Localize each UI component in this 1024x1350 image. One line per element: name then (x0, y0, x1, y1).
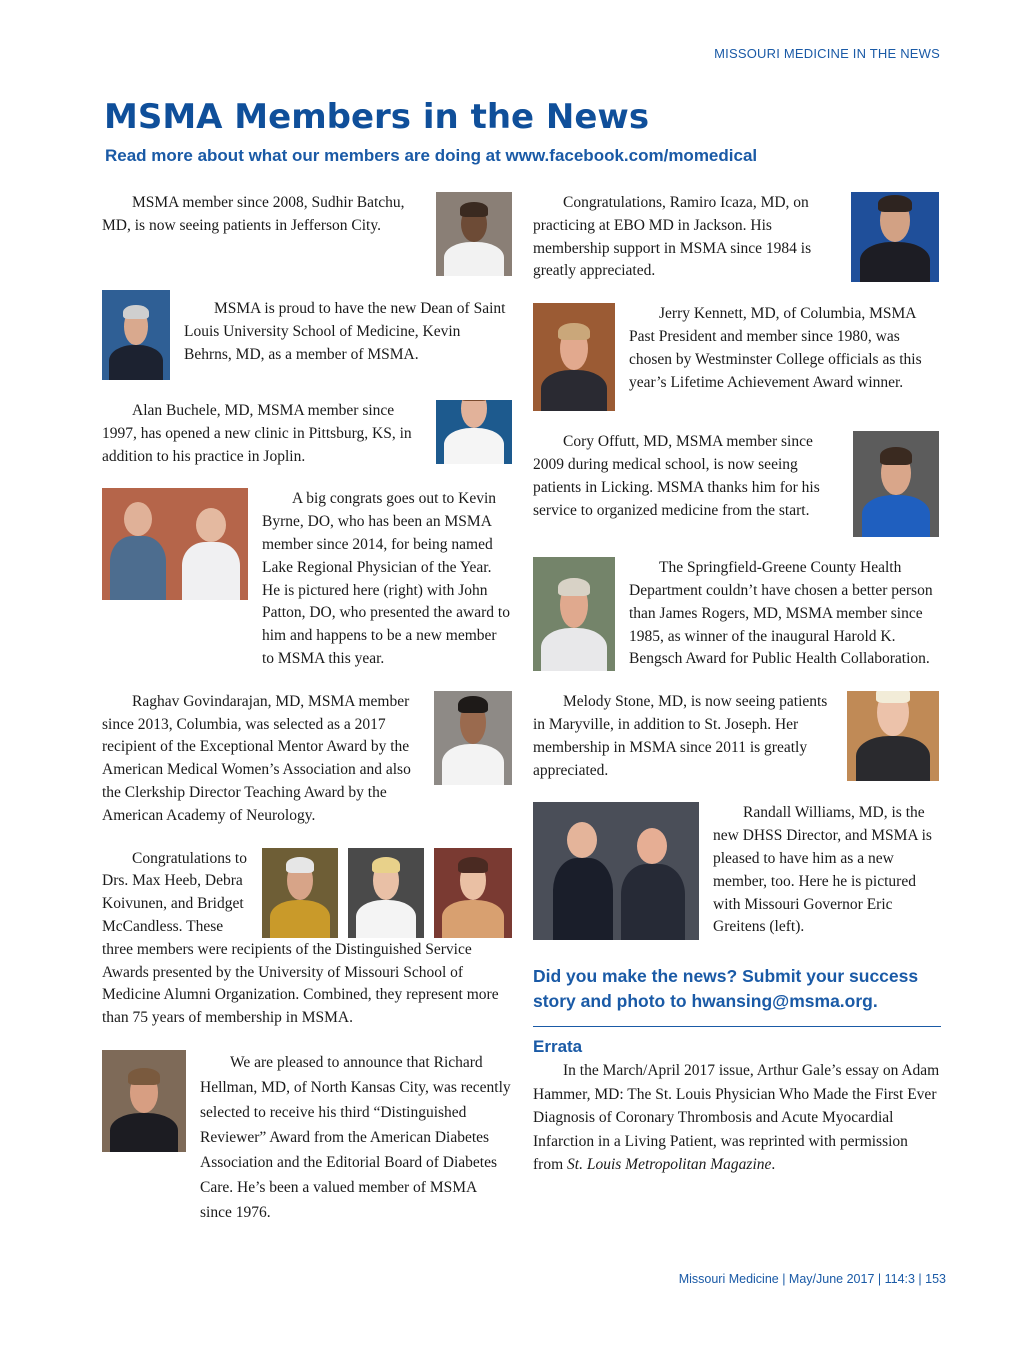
section-label: MISSOURI MEDICINE IN THE NEWS (714, 46, 940, 61)
group-photo-greitens-williams (533, 802, 699, 940)
news-item-batchu (102, 192, 512, 276)
section-divider (533, 1026, 941, 1027)
portrait-photo-offutt (853, 431, 939, 537)
news-text: MSMA is proud to have the new Dean of Saint Louis University School of Medicine, Kevin Behrns, MD, as a member of MSMA. (184, 300, 506, 363)
news-item-behrns (102, 290, 512, 380)
publication-name: St. Louis Metropolitan Magazine (567, 1156, 772, 1174)
news-text: MSMA member since 2008, Sudhir Batchu, MD, is now seeing patients in Jefferson City. (102, 194, 405, 234)
news-item-kennett (533, 303, 941, 411)
portrait-photo-hellman (102, 1050, 186, 1152)
news-text: A big congrats goes out to Kevin Byrne, DO, who has been an MSMA member since 2014, for being named Lake Regional Physician of the Year. He is pictured here (right) with John Patton, DO, who presented the award to him and happens to be a new member to MSMA this year. (262, 490, 510, 667)
news-item-icaza (533, 192, 941, 283)
portrait-photo-batchu (436, 192, 512, 276)
portrait-photo-stone (847, 691, 939, 781)
errata-title: Errata (533, 1037, 583, 1057)
group-photo-byrne-patton (102, 488, 248, 600)
errata-section (533, 1037, 941, 1177)
page-subtitle[interactable]: Read more about what our members are doing at www.facebook.com/momedical (105, 146, 758, 165)
news-text: Cory Offutt, MD, MSMA member since 2009 during medical school, is now seeing patients in Licking. MSMA thanks him for his service to organized medicine from the start. (533, 433, 820, 519)
portrait-photo-behrns (102, 290, 170, 380)
news-text: The Springfield-Greene County Health Department couldn’t have chosen a better person than James Rogers, MD, MSMA member since 1985, as winner of the inaugural Harold K. Bengsch Award for Public Health Collaboration. (629, 559, 933, 668)
right-column (533, 192, 941, 1177)
news-text: Congratulations to Drs. Max Heeb, Debra Koivunen, and Bridget McCandless. These three members were recipients of the Distinguished Service Awards presented by the University of Missouri School of Medicine Alumni Organization. Combined, they represent more than 75 years of membership in MSMA. (102, 849, 499, 1027)
news-item-offutt (533, 431, 941, 537)
portrait-photo-kennett (533, 303, 615, 411)
news-item-govindarajan (102, 691, 512, 828)
news-text: Raghav Govindarajan, MD, MSMA member since 2013, Columbia, was selected as a 2017 recipient of the Exceptional Mentor Award by the American Medical Women’s Association and also the Clerkship Director Teaching Award by the American Academy of Neurology. (102, 692, 411, 824)
portrait-photo-mccandless (434, 848, 512, 938)
portrait-photo-rogers (533, 557, 615, 671)
news-text: We are pleased to announce that Richard Hellman, MD, of North Kansas City, was recently selected to receive his third “Distinguished Reviewer” Award from the American Diabetes Association and the Editorial Board of Diabetes Care. He’s been a valued member of MSMA since 1976. (200, 1053, 511, 1221)
news-text: Congratulations, Ramiro Icaza, MD, on practicing at EBO MD in Jackson. His membership support in MSMA since 1984 is greatly appreciated. (533, 194, 812, 280)
page-title: MSMA Members in the News (104, 97, 650, 137)
errata-text: In the March/April 2017 issue, Arthur Gale’s essay on Adam Hammer, MD: The St. Louis Physician Who Made the First Ever Diagnosis of Coronary Thrombosis and Acute Myocardial Infarction in a Living Patient, was reprinted with permission from St. Louis Metropolitan Magazine. (533, 1062, 940, 1174)
portrait-photo-koivunen (348, 848, 424, 938)
page-footer: Missouri Medicine | May/June 2017 | 114:3 | 153 (678, 1272, 946, 1286)
portrait-photo-buchele (436, 400, 512, 464)
news-text: Alan Buchele, MD, MSMA member since 1997, has opened a new clinic in Pittsburg, KS, in addition to his practice in Joplin. (102, 402, 412, 465)
left-column (102, 192, 512, 1225)
submit-news-callout[interactable]: Did you make the news? Submit your success story and photo to hwansing@msma.org. (533, 966, 919, 1012)
portrait-photo-icaza (851, 192, 939, 282)
news-text: Melody Stone, MD, is now seeing patients in Maryville, in addition to St. Joseph. Her membership in MSMA since 2011 is greatly appreciated. (533, 693, 828, 779)
news-item-buchele (102, 400, 512, 468)
news-item-hellman (102, 1050, 512, 1225)
news-text: Jerry Kennett, MD, of Columbia, MSMA Past President and member since 1980, was chosen by Westminster College officials as this year’s Lifetime Achievement Award winner. (629, 305, 922, 391)
news-item-rogers (533, 557, 941, 671)
news-item-byrne (102, 488, 512, 670)
news-item-stone (533, 691, 941, 782)
news-item-distinguished-service (102, 848, 512, 1030)
news-item-williams (533, 802, 941, 940)
portrait-photo-govindarajan (434, 691, 512, 785)
portrait-photo-heeb (262, 848, 338, 938)
photo-group-three (262, 848, 512, 938)
news-text: Randall Williams, MD, is the new DHSS Director, and MSMA is pleased to have him as a new member, too. Here he is pictured with Missouri Governor Eric Greitens (left). (713, 804, 932, 936)
